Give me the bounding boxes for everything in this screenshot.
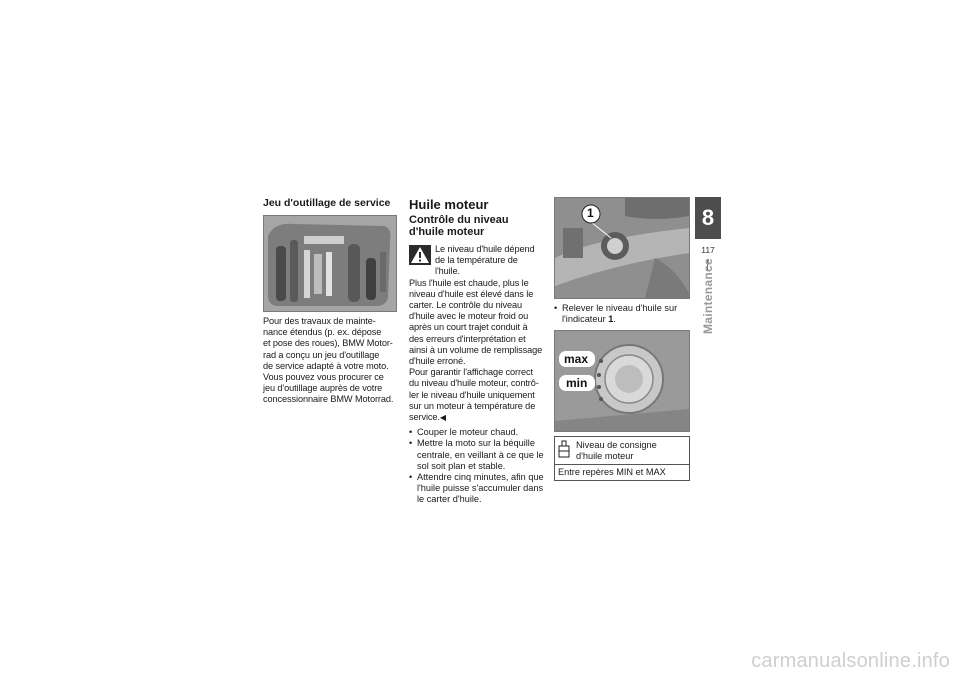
tool-kit-image xyxy=(264,216,396,311)
list-item: • Attendre cinq minutes, afin que l'huile puisse s'accumuler dans le carter d'huile. xyxy=(409,472,545,506)
spec-title: Niveau de consigne d'huile moteur xyxy=(576,440,657,462)
spec-value-row xyxy=(555,465,689,480)
end-mark-icon: ◀ xyxy=(439,413,446,423)
subsection-title-oil-check: Contrôle du niveau d'huile moteur xyxy=(409,214,509,238)
service-tools-paragraph: Pour des travaux de mainte- nance étendus (p. ex. dépose et pose des roues), BMW Motor- rad a conçu un jeu d'outillage de service adapté à votre moto. Vous pouvez vous procurer ce jeu d'outillage auprès de votre concessionnaire BMW Motorrad. xyxy=(263,316,394,405)
column-oil-level xyxy=(554,197,690,481)
engine-oil-window-photo xyxy=(554,197,690,299)
section-title-engine-oil: Huile moteur xyxy=(409,197,489,212)
oil-level-steps xyxy=(554,303,690,325)
list-item: • Couper le moteur chaud. xyxy=(409,427,545,438)
page-number: 117 xyxy=(701,245,715,255)
photo-callout-1: 1 xyxy=(587,206,594,220)
tool-kit-photo xyxy=(263,215,397,312)
watermark: carmanualsonline.info xyxy=(751,650,950,672)
min-mark-label: min xyxy=(566,376,588,391)
spec-title-row xyxy=(555,437,689,465)
chapter-name: Maintenance xyxy=(701,258,715,334)
chapter-number: 8 xyxy=(701,205,715,230)
oil-sight-glass-photo xyxy=(554,330,690,432)
list-item: • Mettre la moto sur la béquille centrale, en veillant à ce que le sol soit plan et stable. xyxy=(409,438,545,472)
max-mark-label: max xyxy=(564,352,589,367)
oil-can-icon xyxy=(558,440,570,458)
oil-check-steps xyxy=(409,427,545,505)
section-heading-service-tools: Jeu d'outillage de service xyxy=(263,197,391,209)
oil-check-paragraph: Plus l'huile est chaude, plus le niveau d'huile est élevé dans le carter. Le contrôle du niveau d'huile avec le moteur froid ou après un court trajet conduit à des erreurs d'interprétation et ainsi à un volume de remplissage d'huile erroné. Pour garantir l'affichage correct du niveau d'huile moteur, contrô- ler le niveau d'huile uniquement sur un moteur à température de service.◀ xyxy=(409,277,543,423)
spec-value: Entre repères MIN et MAX xyxy=(558,467,666,478)
engine-image xyxy=(555,198,689,298)
list-item: • Relever le niveau d'huile sur l'indicateur 1. xyxy=(554,303,690,325)
warning-note xyxy=(409,244,545,278)
warning-text: Le niveau d'huile dépend de la température de l'huile. xyxy=(435,244,535,277)
column-engine-oil xyxy=(409,197,545,506)
chapter-tab xyxy=(695,197,721,239)
warning-triangle-icon xyxy=(409,245,431,265)
column-service-tools xyxy=(263,197,397,406)
oil-level-spec-table xyxy=(554,436,690,481)
